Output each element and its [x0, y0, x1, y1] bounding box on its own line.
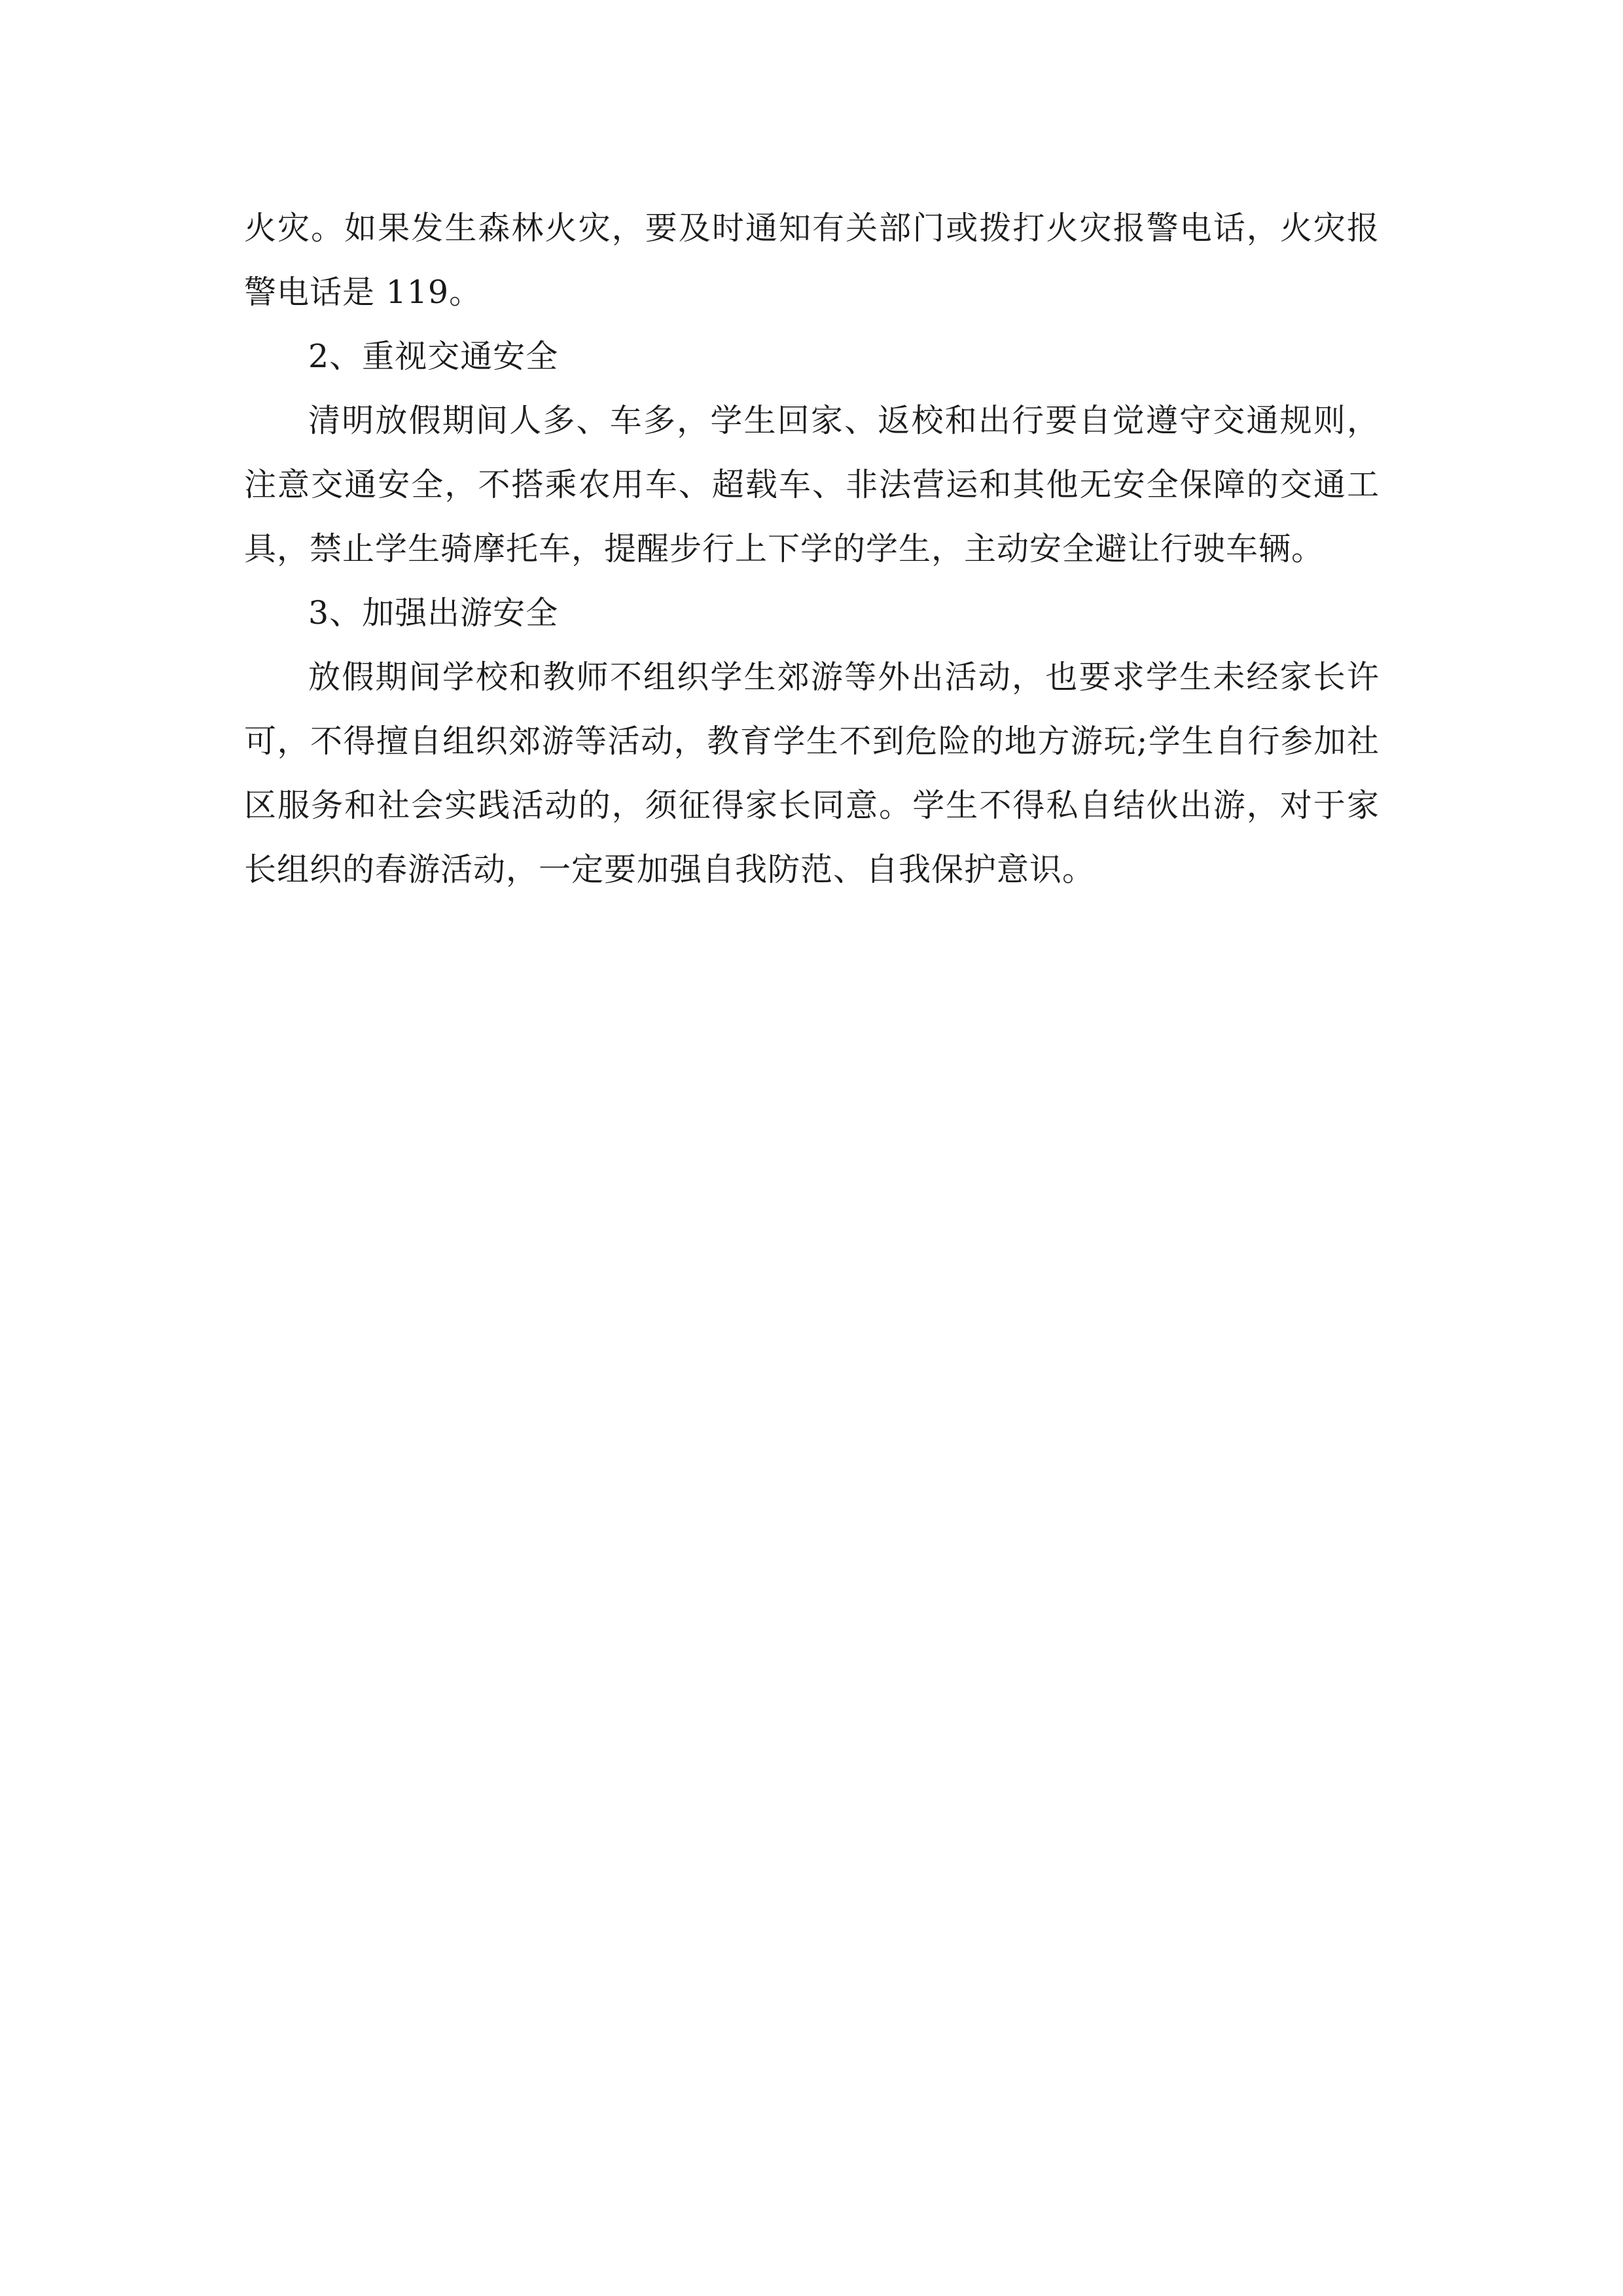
document-body	[244, 196, 1380, 902]
section-heading-outing-safety: 3、加强出游安全	[308, 594, 559, 632]
paragraph-traffic-safety: 清明放假期间人多、车多，学生回家、返校和出行要自觉遵守交通规则，注意交通安全，不搭乘农用车、超载车、非法营运和其他无安全保障的交通工具，禁止学生骑摩托车，提醒步行上下学的学生，主动安全避让行驶车辆。	[244, 402, 1380, 567]
paragraph-outing-safety: 放假期间学校和教师不组织学生郊游等外出活动，也要求学生未经家长许可，不得擅自组织郊游等活动，教育学生不到危险的地方游玩;学生自行参加社区服务和社会实践活动的，须征得家长同意。学生不得私自结伙出游，对于家长组织的春游活动，一定要加强自我防范、自我保护意识。	[244, 658, 1380, 888]
paragraph-fire-continuation: 火灾。如果发生森林火灾，要及时通知有关部门或拨打火灾报警电话，火灾报警电话是 119。	[244, 209, 1380, 311]
section-heading-traffic-safety: 2、重视交通安全	[308, 338, 559, 375]
